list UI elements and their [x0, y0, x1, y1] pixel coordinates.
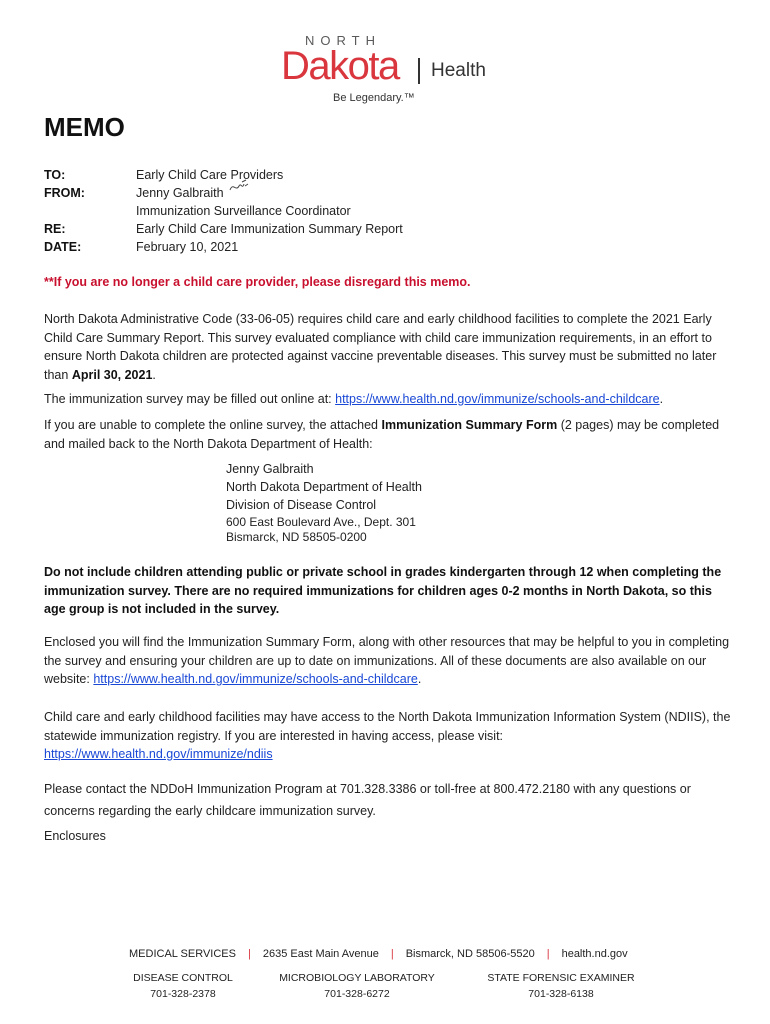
date-value: February 10, 2021 — [136, 240, 239, 254]
logo-tagline: Be Legendary.™ — [333, 92, 415, 104]
ndiis-link[interactable]: https://www.health.nd.gov/immunize/ndiis — [44, 747, 273, 761]
disregard-notice: **If you are no longer a child care provider, please disregard this memo. — [44, 275, 471, 289]
summary-form-name: Immunization Summary Form — [381, 418, 558, 432]
footer-col1-title: DISEASE CONTROL — [133, 972, 233, 984]
footer-forensic-examiner — [476, 970, 646, 1002]
footer-disease-control — [98, 970, 268, 1002]
footer-address: 2635 East Main Avenue — [262, 948, 379, 960]
paragraph-online-survey-end: . — [659, 392, 664, 406]
footer-medical-services: MEDICAL SERVICES — [129, 948, 236, 960]
paragraph-mail-form-text: If you are unable to complete the online survey, the attached — [44, 418, 382, 432]
signature-mark — [228, 178, 250, 199]
to-label: TO: — [44, 168, 66, 182]
footer-city: Bismarck, ND 58506-5520 — [405, 948, 535, 960]
date-label: DATE: — [44, 240, 82, 254]
exclusion-notice: Do not include children attending public or private school in grades kindergarten through 12 when completing the immunization survey. There are no required immunizations for children ages 0-2 months in North Dakota, so this age group is not included in the survey. — [44, 565, 722, 616]
paragraph-admin-code-text: North Dakota Administrative Code (33-06-05) requires child care and early childhood facilities to complete the 2021 Early Child Care Summary Report. This survey evaluated compliance with child care immunization requirements, in an effort to ensure North Dakota children are protected against vaccine preventable diseases. This survey must be submitted no later than — [44, 312, 717, 382]
footer-separator: | — [390, 948, 394, 960]
footer-contact-line — [129, 948, 628, 960]
logo-divider — [418, 58, 420, 84]
address-division: Division of Disease Control — [226, 498, 377, 512]
paragraph-enclosed — [44, 633, 734, 689]
paragraph-admin-code — [44, 310, 734, 384]
deadline-date: April 30, 2021 — [71, 367, 153, 382]
logo-dakota-text: Dakota — [281, 44, 399, 88]
footer-col2-title: MICROBIOLOGY LABORATORY — [279, 972, 435, 984]
re-value: Early Child Care Immunization Summary Report — [136, 222, 403, 236]
footer-separator: | — [247, 948, 251, 960]
from-title: Immunization Surveillance Coordinator — [136, 204, 351, 218]
address-name: Jenny Galbraith — [226, 462, 314, 476]
memo-title: MEMO — [44, 112, 125, 142]
footer-col2-phone: 701-328-6272 — [324, 988, 390, 1000]
paragraph-enclosed-end: . — [417, 672, 422, 686]
to-value: Early Child Care Providers — [136, 168, 284, 182]
enclosures-label: Enclosures — [44, 829, 106, 843]
schools-childcare-link[interactable]: https://www.health.nd.gov/immunize/schools-and-childcare — [335, 392, 660, 406]
re-label: RE: — [44, 222, 66, 236]
logo-north-text: NORTH — [305, 33, 381, 48]
paragraph-enclosed-text: Enclosed you will find the Immunization Summary Form, along with other resources that may be helpful to you in completing the survey and ensuring your children are up to date on immunizations. All of these documents are also available on our website: — [44, 635, 730, 686]
footer-separator: | — [546, 948, 550, 960]
from-label: FROM: — [44, 186, 85, 200]
logo-health-text: Health — [431, 60, 486, 81]
paragraph-admin-code-end: . — [152, 367, 156, 382]
paragraph-mail-form-end: (2 pages) may be completed and mailed back to the North Dakota Department of Health: — [44, 418, 720, 451]
paragraph-ndiis-text: Child care and early childhood facilities may have access to the North Dakota Immunization Information System (NDIIS), the statewide immunization registry. If you are interested in having access, please visit: — [44, 710, 731, 743]
from-value: Jenny Galbraith — [136, 186, 224, 200]
footer-col3-phone: 701-328-6138 — [528, 988, 594, 1000]
footer-website: health.nd.gov — [561, 948, 628, 960]
address-city: Bismarck, ND 58505-0200 — [226, 530, 367, 544]
paragraph-ndiis — [44, 708, 734, 764]
paragraph-mail-form — [44, 416, 734, 453]
paragraph-online-survey-text: The immunization survey may be filled out online at: — [44, 392, 336, 406]
footer-col1-phone: 701-328-2378 — [150, 988, 216, 1000]
address-department: North Dakota Department of Health — [226, 480, 422, 494]
website-link[interactable]: https://www.health.nd.gov/immunize/schools-and-childcare — [93, 672, 418, 686]
footer-microbiology-lab — [272, 970, 442, 1002]
address-street: 600 East Boulevard Ave., Dept. 301 — [226, 515, 416, 529]
paragraph-online-survey — [44, 390, 734, 409]
paragraph-contact: Please contact the NDDoH Immunization Program at 701.328.3386 or toll-free at 800.472.2180 with any questions or concerns regarding the early childcare immunization survey. — [44, 782, 691, 818]
footer-col3-title: STATE FORENSIC EXAMINER — [487, 972, 635, 984]
